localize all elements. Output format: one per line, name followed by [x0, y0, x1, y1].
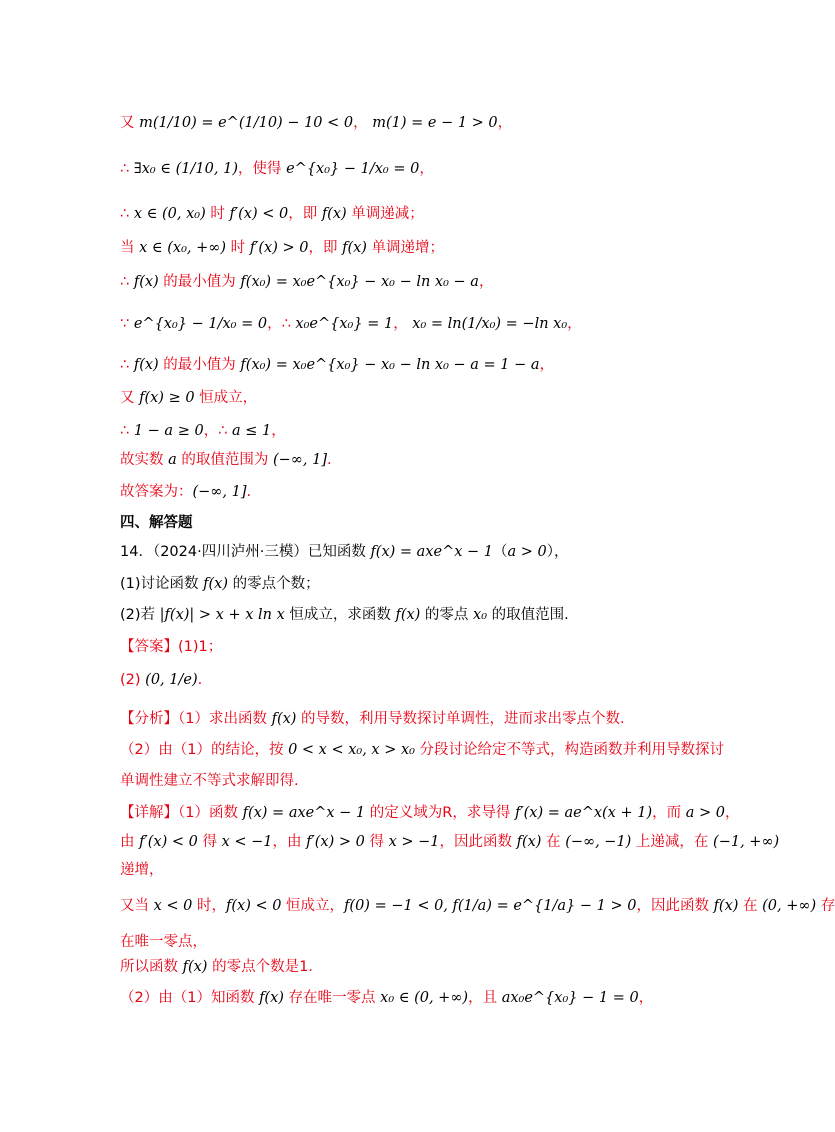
text-run: . [246, 484, 252, 500]
math-expression: f′(x) < 0 [229, 206, 289, 222]
answer-line [120, 669, 680, 691]
text-run: ，即 [308, 240, 343, 256]
text-line [120, 237, 680, 259]
text-run: 在 [541, 834, 566, 850]
text-run: 【分析】（1）求出函数 [120, 711, 272, 727]
text-run: ，且 [468, 990, 502, 1006]
math-expression: f(x) [395, 607, 421, 623]
text-run: 的零点个数是1. [207, 959, 313, 975]
detail-line [120, 987, 680, 1009]
text-run: 故答案为： [120, 484, 193, 500]
text-run: 在 [738, 898, 763, 914]
math-expression: ∃x₀ ∈ (1/10, 1) [133, 161, 238, 177]
text-run: 的导数，利用导数探讨单调性，进而求出零点个数. [296, 711, 625, 727]
detail-line [120, 802, 740, 824]
math-expression: m(1) = e − 1 > 0 [372, 115, 498, 131]
text-run: 的定义域为R，求导得 [365, 805, 515, 821]
text-run: ， [497, 115, 513, 131]
math-expression: f′(x) > 0 [306, 834, 365, 850]
math-expression: f(x) [182, 959, 208, 975]
math-expression: x₀ = ln(1/x₀) = −ln x₀ [412, 316, 568, 332]
text-run: ，而 [652, 805, 686, 821]
text-line [120, 387, 680, 409]
text-run: (2)若 [120, 607, 160, 623]
math-expression: x₀e^{x₀} = 1 [295, 316, 394, 332]
text-run: ， [724, 805, 740, 821]
math-expression: (0, 1/e) [145, 672, 198, 688]
question-line [120, 541, 680, 563]
text-run: 单调递减； [346, 206, 424, 222]
text-run: ，使得 [237, 161, 287, 177]
text-line [120, 158, 680, 180]
text-run: ， [638, 990, 654, 1006]
math-expression: ax₀e^{x₀} − 1 = 0 [501, 990, 639, 1006]
question-line [120, 573, 680, 595]
text-run: 时 [205, 206, 230, 222]
detail-line [120, 895, 835, 917]
math-expression: 0 < x < x₀, x > x₀ [288, 742, 415, 758]
text-run: ， [419, 161, 434, 177]
math-expression: x < −1 [221, 834, 273, 850]
math-expression: (−∞, 1] [192, 484, 247, 500]
math-expression: f(x₀) = x₀e^{x₀} − x₀ − ln x₀ − a = 1 − a [240, 357, 540, 373]
text-run: 得 [364, 834, 389, 850]
text-run: ， [271, 423, 286, 439]
text-run: 存 [816, 898, 835, 914]
math-expression: f(0) = −1 < 0, f(1/a) = e^{1/a} − 1 > 0 [344, 898, 637, 914]
math-expression: f(x) [713, 898, 739, 914]
math-expression: (0, +∞) [762, 898, 817, 914]
text-run: 14．（2024·四川泸州·三模）已知函数 [120, 544, 371, 560]
math-expression: f(x) = axe^x − 1 [242, 805, 366, 821]
analysis-line [120, 708, 680, 730]
detail-line [120, 931, 680, 953]
text-line [120, 271, 680, 293]
text-run: 又当 [120, 898, 154, 914]
text-run: 的取值范围. [487, 607, 569, 623]
text-run: 时， [192, 898, 226, 914]
math-expression: m(1/10) = e^(1/10) − 10 < 0 [139, 115, 354, 131]
text-run: 四、解答题 [120, 515, 193, 531]
question-line [120, 604, 680, 626]
text-run: 恒成立，求函数 [284, 607, 396, 623]
text-run: 由 [120, 834, 140, 850]
text-line [120, 420, 680, 442]
math-expression: a > 0 [507, 544, 547, 560]
text-run: ）， [546, 544, 569, 560]
text-run: ， [567, 316, 582, 332]
text-run: (1)讨论函数 [120, 576, 204, 592]
math-expression: (−1, +∞) [713, 834, 780, 850]
text-run: 时 [226, 240, 250, 256]
math-expression: f′(x) = ae^x(x + 1) [514, 805, 653, 821]
text-run: ，因此函数 [636, 898, 714, 914]
math-expression: f(x) [133, 357, 159, 373]
math-expression: f(x) ≥ 0 [139, 390, 195, 406]
math-expression: f(x) [271, 711, 297, 727]
text-run: 存在唯一零点 [283, 990, 381, 1006]
text-run: 的零点 [420, 607, 474, 623]
text-run: ， [393, 316, 413, 332]
math-expression: 1 − a ≥ 0 [133, 423, 204, 439]
text-run: 的取值范围为 [176, 452, 273, 468]
math-expression: x ∈ (0, x₀) [133, 206, 206, 222]
text-run: 递增， [120, 862, 164, 878]
math-expression: f′(x) > 0 [249, 240, 309, 256]
text-run: 分段讨论给定不等式，构造函数并利用导数探讨 [414, 742, 725, 758]
text-run: 又 [120, 390, 140, 406]
math-expression: a [168, 452, 177, 468]
text-line [120, 313, 680, 335]
math-expression: f(x) [342, 240, 367, 256]
text-run: 单调递增； [366, 240, 445, 256]
text-run: 故实数 [120, 452, 169, 468]
text-run: 上递减，在 [631, 834, 714, 850]
text-run: 的最小值为 [158, 357, 241, 373]
math-expression: a > 0 [685, 805, 725, 821]
math-expression: x < 0 [153, 898, 193, 914]
text-run: ，即 [288, 206, 322, 222]
text-run: 恒成立， [194, 390, 258, 406]
math-expression: a ≤ 1 [232, 423, 272, 439]
text-run: 【详解】（1）函数 [120, 805, 243, 821]
text-run: ∴ [120, 206, 134, 222]
analysis-line [120, 739, 725, 761]
math-expression: f(x) [133, 274, 159, 290]
math-expression: f(x₀) = x₀e^{x₀} − x₀ − ln x₀ − a [240, 274, 479, 290]
math-expression: f(x) [321, 206, 347, 222]
text-run: (2) [120, 672, 146, 688]
math-expression: f(x) [516, 834, 542, 850]
text-run: ∵ [120, 316, 134, 332]
detail-line [120, 859, 680, 881]
text-run: . [326, 452, 332, 468]
math-expression: (−∞, 1] [272, 452, 327, 468]
math-expression: f(x) = axe^x − 1 [370, 544, 493, 560]
math-expression: x₀ [473, 607, 488, 623]
text-run: 的最小值为 [158, 274, 241, 290]
math-expression: e^{x₀} − 1/x₀ = 0 [286, 161, 420, 177]
text-line [120, 203, 680, 225]
text-line [120, 449, 680, 471]
math-expression: x₀ ∈ (0, +∞) [380, 990, 469, 1006]
text-line [120, 354, 680, 376]
math-expression: e^{x₀} − 1/x₀ = 0 [133, 316, 268, 332]
text-line [120, 481, 680, 503]
text-run: ， [478, 274, 494, 290]
text-run: ∴ [120, 274, 134, 290]
text-run: ，∴ [203, 423, 233, 439]
math-expression: (−∞, −1) [565, 834, 632, 850]
text-run: 又 [120, 115, 140, 131]
text-run: 单调性建立不等式求解即得. [120, 773, 299, 789]
text-run: . [197, 672, 203, 688]
text-line [120, 112, 680, 134]
text-run: ，因此函数 [439, 834, 517, 850]
answer-line [120, 636, 680, 658]
math-expression: f(x) [259, 990, 284, 1006]
section-heading [120, 512, 680, 534]
math-expression: f(x) [203, 576, 229, 592]
math-expression: f(x) < 0 [226, 898, 282, 914]
text-run: 得 [197, 834, 222, 850]
text-run: 恒成立， [281, 898, 345, 914]
text-run: ， [353, 115, 373, 131]
text-run: 当 [120, 240, 140, 256]
math-expression: f′(x) < 0 [139, 834, 198, 850]
text-run: ∴ [120, 161, 134, 177]
text-run: ， [539, 357, 555, 373]
text-run: 所以函数 [120, 959, 183, 975]
detail-line [120, 956, 680, 978]
detail-line [120, 831, 780, 853]
analysis-line [120, 770, 680, 792]
text-run: ，由 [272, 834, 307, 850]
text-run: ，∴ [267, 316, 296, 332]
text-run: （2）由（1）知函数 [120, 990, 260, 1006]
text-run: （2）由（1）的结论，按 [120, 742, 289, 758]
text-run: 在唯一零点， [120, 934, 207, 950]
math-expression: |f(x)| > x + x ln x [159, 607, 285, 623]
text-run: ∴ [120, 423, 134, 439]
math-expression: x ∈ (x₀, +∞) [139, 240, 226, 256]
text-run: 【答案】(1)1； [120, 639, 223, 655]
text-run: （ [493, 544, 508, 560]
math-expression: x > −1 [388, 834, 440, 850]
text-run: ∴ [120, 357, 134, 373]
text-run: 的零点个数； [228, 576, 320, 592]
